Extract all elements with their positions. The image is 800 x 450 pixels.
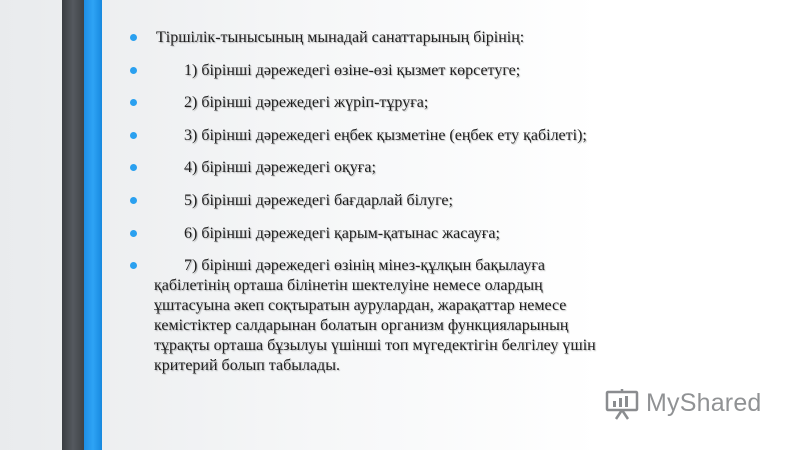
bullet-dot-icon [130,230,137,237]
bullet-item [130,158,650,178]
bullet-item [130,28,650,48]
bullet-item [130,191,650,211]
bullet-text: 1) бірінші дәрежедегі өзіне-өзі қызмет көрсетуге; [184,61,521,79]
bullet-text-line: қабілетінің орташа білінетін шектелуіне немесе олардың [154,277,543,295]
bullet-text: 3) бірінші дәрежедегі еңбек қызметіне (еңбек ету қабілеті); [184,126,587,144]
bullet-text: 6) бірінші дәрежедегі қарым-қатынас жасауға; [184,224,500,242]
bullet-text-line: тұрақты орташа бұзылуы үшінші топ мүгедектігін белгілеу үшін [154,337,596,355]
watermark-text: MyShared [646,389,762,417]
presentation-board-icon [604,388,640,420]
bullet-text-line: кемістіктер салдарынан болатын организм функцияларының [154,317,569,335]
bullet-item [130,224,650,244]
watermark-logo [604,386,774,422]
bullet-item-multiline [130,256,650,376]
bullet-text-line: критерий болып табылады. [154,357,340,375]
bullet-text: 4) бірінші дәрежедегі оқуға; [184,159,376,177]
bullet-dot-icon [130,34,137,41]
bullet-text: Тіршілік-тынысының мынадай санаттарының бірінің: [156,29,525,46]
bullet-text: 5) бірінші дәрежедегі бағдарлай білуге; [184,191,453,209]
bullet-dot-icon [130,132,137,139]
bullet-item [130,93,650,113]
bullet-dot-icon [130,67,137,74]
bullet-list [130,28,650,376]
bullet-item [130,61,650,81]
bullet-text: 2) бірінші дәрежедегі жүріп-тұруға; [184,94,429,112]
bullet-text-line: 7) бірінші дәрежедегі өзінің мінез-құлқын бақылауға [184,257,545,275]
decorative-dark-stripe [62,0,84,450]
bullet-text-line: ұштасуына әкеп соқтыратын аурулардан, жарақаттар немесе [154,297,567,315]
bullet-dot-icon [130,197,137,204]
bullet-item [130,126,650,146]
decorative-blue-stripe [84,0,102,450]
bullet-dot-icon [130,262,137,269]
